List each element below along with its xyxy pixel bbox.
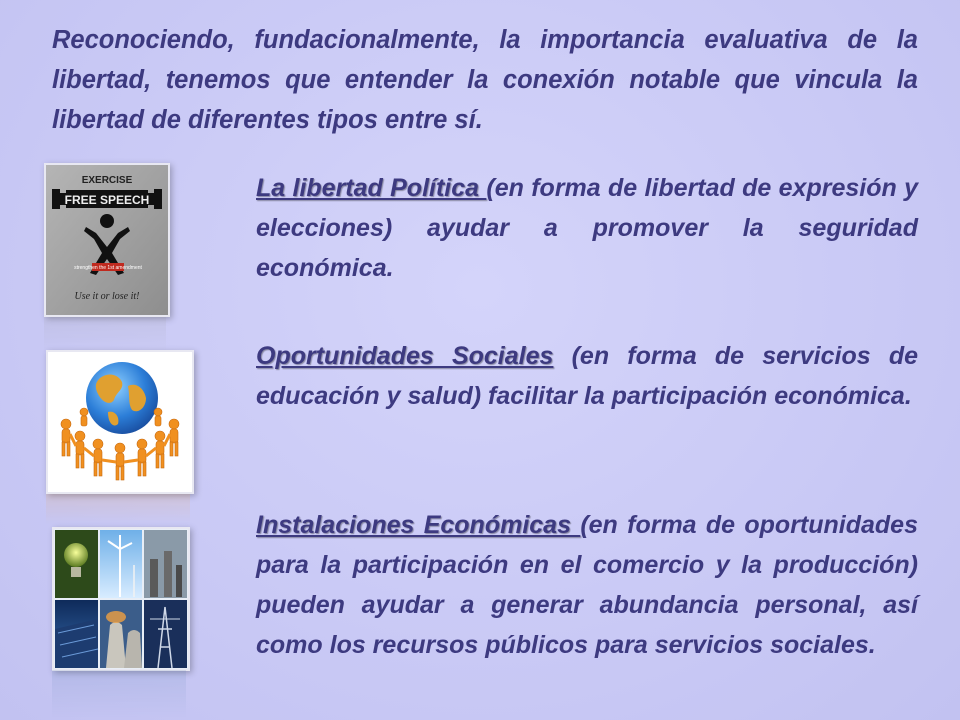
economic-facilities-description: (en forma de oportunidades para la participación en el comercio y la producción) pueden ayudar a generar abundancia personal, así como los recursos públicos para servicios sociales. bbox=[256, 511, 918, 659]
globe-people-reflection bbox=[46, 494, 190, 524]
social-opportunities-item bbox=[256, 336, 918, 416]
social-opportunities-title: Oportunidades Sociales bbox=[256, 342, 554, 370]
globe-people-image bbox=[46, 350, 194, 494]
political-freedom-title: La libertad Política bbox=[256, 174, 487, 202]
shirt-bottom-text: Use it or lose it! bbox=[74, 291, 140, 302]
energy-collage-graphic bbox=[54, 529, 188, 669]
intro-paragraph: Reconociendo, fundacionalmente, la importancia evaluativa de la libertad, tenemos que entender la conexión notable que vincula la libertad de diferentes tipos entre sí. bbox=[52, 26, 918, 134]
energy-collage-image bbox=[52, 527, 190, 671]
free-speech-shirt-reflection bbox=[44, 317, 166, 353]
economic-facilities-title: Instalaciones Económicas bbox=[256, 511, 581, 539]
economic-facilities-item bbox=[256, 505, 918, 665]
shirt-top-text: EXERCISE bbox=[81, 175, 133, 186]
energy-collage-reflection bbox=[52, 670, 186, 718]
globe-people-graphic bbox=[48, 352, 192, 492]
shirt-main-text: FREE SPEECH bbox=[64, 193, 150, 207]
political-freedom-description: (en forma de libertad de expresión y elecciones) ayudar a promover la seguridad económica. bbox=[256, 174, 918, 282]
social-opportunities-description: (en forma de servicios de educación y salud) facilitar la participación económica. bbox=[256, 342, 919, 410]
shirt-middle-text: strengthen the 1st amendment bbox=[74, 265, 142, 271]
free-speech-shirt-image bbox=[44, 163, 170, 317]
free-speech-shirt-graphic bbox=[46, 165, 168, 315]
political-freedom-item bbox=[256, 168, 918, 288]
